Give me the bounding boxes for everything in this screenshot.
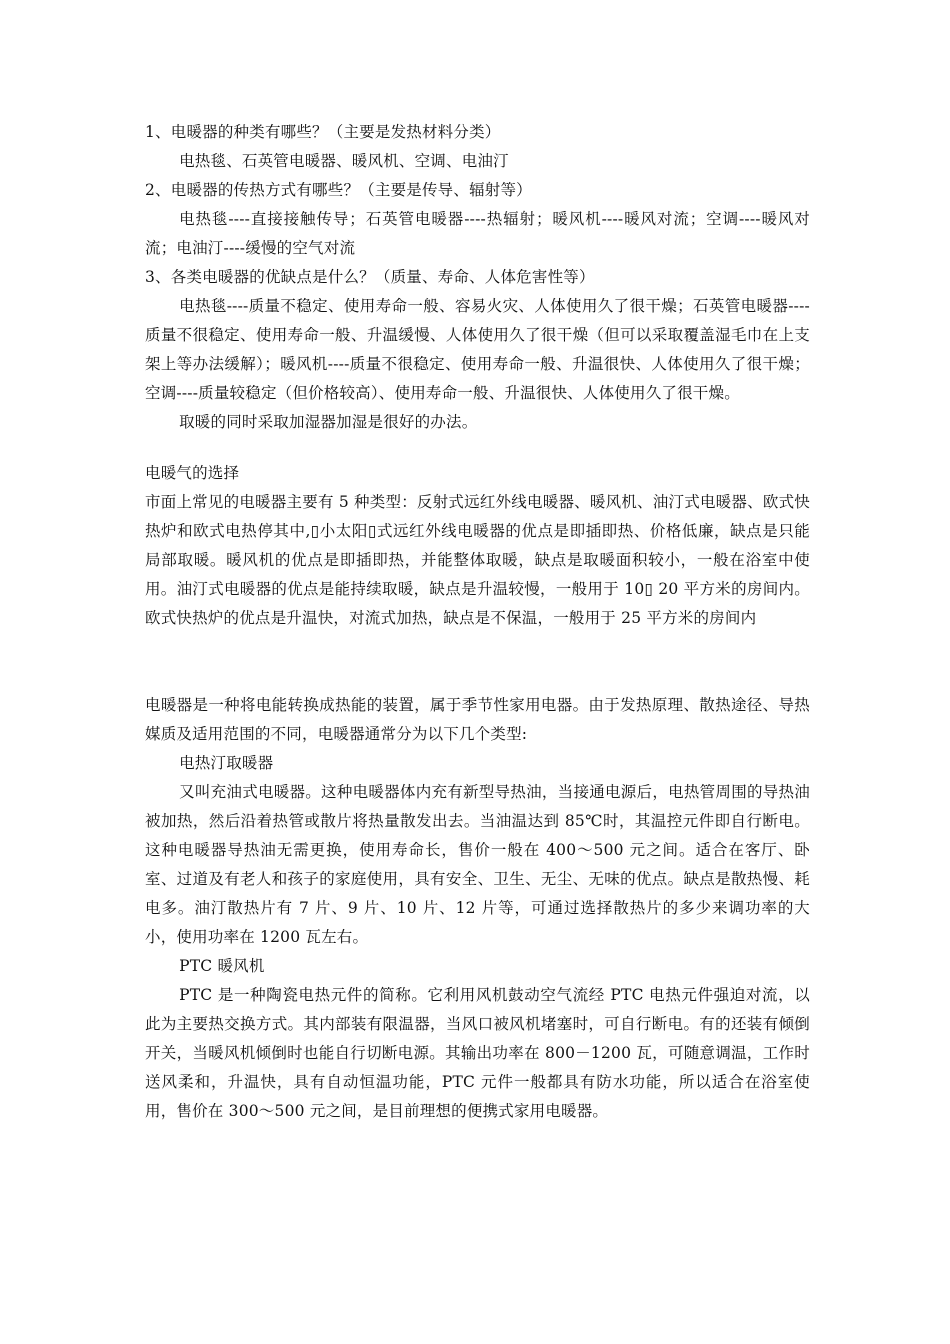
- answer-1: 电热毯、石英管电暖器、暖风机、空调、电油汀: [179, 152, 509, 170]
- type-2-body: PTC 是一种陶瓷电热元件的简称。它利用风机鼓动空气流经 PTC 电热元件强迫对流，以此为主要热交换方式。其内部装有限温器，当风口被风机堵塞时，可自行断电。有的还装有倾倒开关，当暖风机倾倒时也能自行切断电源。其输出功率在 800－1200 瓦，可随意调温，工作时送风柔和，升温快，具有自动恒温功能，PTC 元件一般都具有防水功能，所以适合在浴室使用，售价在 300～500 元之间，是目前理想的便携式家用电暖器。: [145, 986, 810, 1120]
- answer-3: 电热毯----质量不稳定、使用寿命一般、容易火灾、人体使用久了很干燥；石英管电暖器----质量不很稳定、使用寿命一般、升温缓慢、人体使用久了很干燥（但可以采取覆盖湿毛巾在上支架上等办法缓解）；暖风机----质量不很稳定、使用寿命一般、升温很快、人体使用久了很干燥；空调----质量较稳定（但价格较高）、使用寿命一般、升温很快、人体使用久了很干燥。: [145, 297, 810, 402]
- humidifier-tip: 取暖的同时采取加湿器加湿是很好的办法。: [179, 413, 478, 431]
- document-page: [145, 118, 810, 1126]
- type-1-body: 又叫充油式电暖器。这种电暖器体内充有新型导热油，当接通电源后，电热管周围的导热油被加热，然后沿着热管或散片将热量散发出去。当油温达到 85℃时，其温控元件即自行断电。这种电暖器导热油无需更换，使用寿命长，售价一般在 400～500 元之间。适合在客厅、卧室、过道及有老人和孩子的家庭使用，具有安全、卫生、无尘、无味的优点。缺点是散热慢、耗电多。油汀散热片有 7 片、9 片、10 片、12 片等，可通过选择散热片的多少来调功率的大小，使用功率在 1200 瓦左右。: [145, 783, 810, 946]
- selection-paragraph: 市面上常见的电暖器主要有 5 种类型：反射式远红外线电暖器、暖风机、油汀式电暖器、欧式快热炉和欧式电热停其中,▯小太阳▯式远红外线电暖器的优点是即插即热、价格低廉，缺点是只能局部取暖。暖风机的优点是即插即热，并能整体取暖，缺点是取暖面积较小，一般在浴室中使用。油汀式电暖器的优点是能持续取暖，缺点是升温较慢，一般用于 10▯ 20 平方米的房间内。欧式快热炉的优点是升温快，对流式加热，缺点是不保温，一般用于 25 平方米的房间内: [145, 493, 810, 627]
- section-spacer-large: [145, 633, 810, 691]
- answer-2: 电热毯----直接接触传导；石英管电暖器----热辐射；暖风机----暖风对流；空调----暖风对流；电油汀----缓慢的空气对流: [145, 210, 810, 257]
- question-1: 1、电暖器的种类有哪些？（主要是发热材料分类）: [145, 123, 501, 141]
- type-2-title: PTC 暖风机: [179, 957, 265, 975]
- section-heading-selection: 电暖气的选择: [145, 464, 240, 482]
- type-1-title: 电热汀取暖器: [179, 754, 274, 772]
- question-3: 3、各类电暖器的优缺点是什么？（质量、寿命、人体危害性等）: [145, 268, 595, 286]
- intro-paragraph: 电暖器是一种将电能转换成热能的装置，属于季节性家用电器。由于发热原理、散热途径、导热媒质及适用范围的不同，电暖器通常分为以下几个类型:: [145, 696, 810, 743]
- question-2: 2、电暖器的传热方式有哪些？（主要是传导、辐射等）: [145, 181, 532, 199]
- section-spacer: [145, 437, 810, 459]
